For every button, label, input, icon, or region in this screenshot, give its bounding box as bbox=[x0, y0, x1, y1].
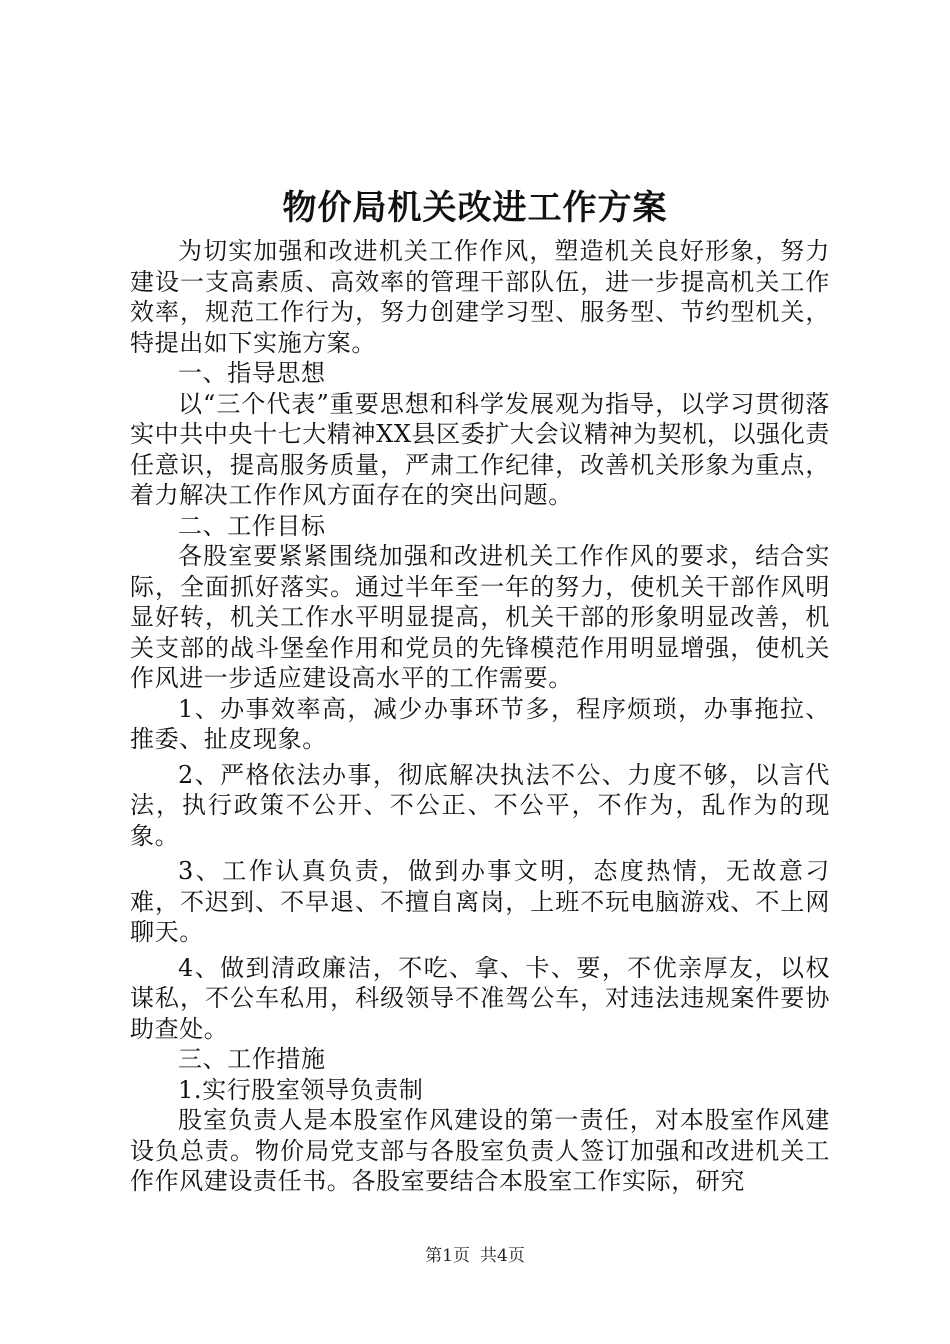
work-goals-paragraph: 各股室要紧紧围绕加强和改进机关工作作风的要求，结合实际，全面抓好落实。通过半年至一年的努力，使机关干部作风明显好转，机关工作水平明显提高，机关干部的形象明显改善，机关支部的战斗堡垒作用和党员的先锋模范作用明显增强，使机关作风进一步适应建设高水平的工作需要。 bbox=[130, 542, 830, 692]
section-heading-guiding-ideology: 一、指导思想 bbox=[178, 359, 326, 387]
document-body bbox=[130, 236, 830, 1197]
section-heading-work-goals: 二、工作目标 bbox=[178, 511, 326, 540]
page-number: 第1页 bbox=[425, 1246, 470, 1266]
measure-paragraph-1: 股室负责人是本股室作风建设的第一责任，对本股室作风建设负总责。物价局党支部与各股室负责人签订加强和改进机关工作作风建设责任书。各股室要结合本股室工作实际，研究 bbox=[130, 1106, 830, 1195]
goal-item-4: 4、做到清政廉洁，不吃、拿、卡、要，不优亲厚友，以权谋私，不公车私用，科级领导不准驾公车，对违法违规案件要协助查处。 bbox=[130, 953, 830, 1043]
measure-subheading-1: 1.实行股室领导负责制 bbox=[178, 1075, 424, 1104]
goal-item-3: 3、工作认真负责，做到办事文明，态度热情，无故意刁难，不迟到、不早退、不擅自离岗，上班不玩电脑游戏、不上网聊天。 bbox=[130, 857, 830, 946]
intro-paragraph: 为切实加强和改进机关工作作风，塑造机关良好形象，努力建设一支高素质、高效率的管理干部队伍，进一步提高机关工作效率，规范工作行为，努力创建学习型、服务型、节约型机关，特提出如下实施方案。 bbox=[130, 237, 830, 357]
goal-item-2: 2、严格依法办事，彻底解决执法不公、力度不够，以言代法，执行政策不公开、不公正、不公平，不作为，乱作为的现象。 bbox=[130, 760, 830, 850]
section-heading-work-measures: 三、工作措施 bbox=[178, 1045, 326, 1073]
page-footer bbox=[0, 1244, 950, 1268]
goal-item-1: 1、办事效率高，减少办事环节多，程序烦琐，办事拖拉、推委、扯皮现象。 bbox=[130, 694, 830, 753]
guiding-ideology-paragraph: 以“三个代表”重要思想和科学发展观为指导，以学习贯彻落实中共中央十七大精神XX县区委扩大会议精神为契机，以强化责任意识，提高服务质量，严肃工作纪律，改善机关形象为重点，着力解决工作作风方面存在的突出问题。 bbox=[130, 389, 830, 509]
document-title: 物价局机关改进工作方案 bbox=[282, 188, 668, 228]
page-total: 共4页 bbox=[480, 1246, 525, 1266]
